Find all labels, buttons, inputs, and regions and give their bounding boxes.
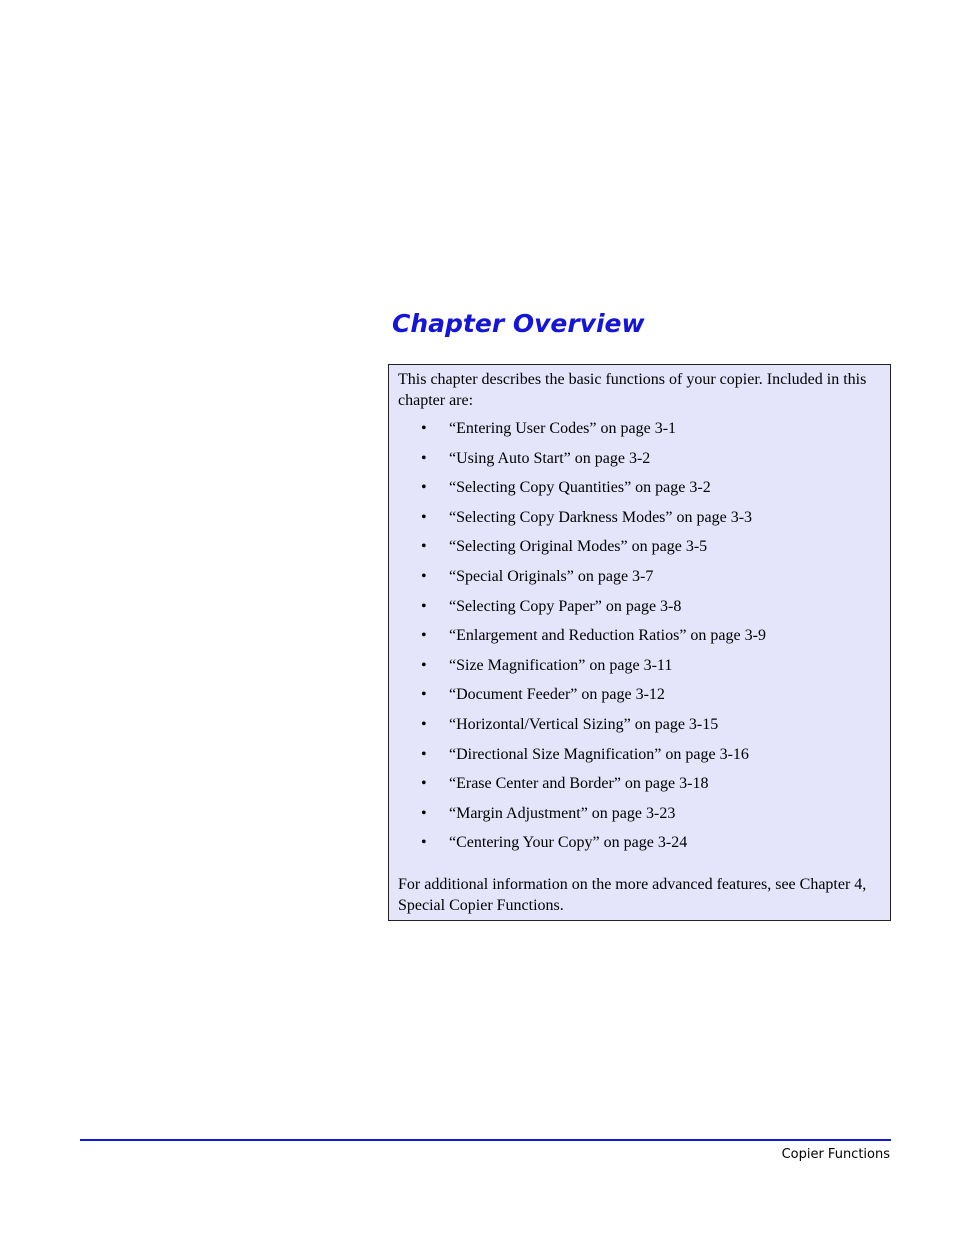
topic-link[interactable]: “Centering Your Copy” on page 3-24 (449, 834, 688, 852)
bullet-icon: • (421, 567, 427, 585)
topic-link[interactable]: “Document Feeder” on page 3-12 (449, 686, 665, 704)
topic-link[interactable]: “Enlargement and Reduction Ratios” on page 3-9 (449, 627, 766, 645)
chapter-overview-box (388, 364, 891, 921)
bullet-icon: • (421, 686, 427, 704)
chapter-heading: Chapter Overview (392, 309, 645, 338)
topic-link[interactable]: “Selecting Copy Paper” on page 3-8 (449, 597, 682, 615)
bullet-icon: • (421, 715, 427, 733)
topic-link[interactable]: “Erase Center and Border” on page 3-18 (449, 775, 709, 793)
topic-link[interactable]: “Entering User Codes” on page 3-1 (449, 420, 677, 437)
topic-link[interactable]: “Selecting Copy Darkness Modes” on page 3-3 (449, 508, 753, 526)
footer-divider (80, 1139, 891, 1141)
bullet-icon: • (421, 804, 427, 822)
overview-intro: This chapter describes the basic functions of your copier. Included in this chapter are: (398, 371, 867, 409)
bullet-icon: • (421, 597, 427, 615)
bullet-icon: • (421, 479, 427, 497)
topic-link[interactable]: “Margin Adjustment” on page 3-23 (449, 804, 676, 822)
topic-link[interactable]: “Special Originals” on page 3-7 (449, 567, 654, 585)
bullet-icon: • (421, 508, 427, 526)
bullet-icon: • (421, 449, 427, 467)
topic-link[interactable]: “Horizontal/Vertical Sizing” on page 3-15 (449, 715, 719, 733)
topic-link[interactable]: “Selecting Copy Quantities” on page 3-2 (449, 479, 711, 497)
bullet-icon: • (421, 538, 427, 556)
bullet-icon: • (421, 420, 427, 437)
topic-link[interactable]: “Size Magnification” on page 3-11 (449, 656, 673, 674)
bullet-icon: • (421, 656, 427, 674)
bullet-icon: • (421, 775, 427, 793)
bullet-icon: • (421, 834, 427, 852)
bullet-icon: • (421, 745, 427, 763)
bullet-icon: • (421, 627, 427, 645)
topic-link[interactable]: “Selecting Original Modes” on page 3-5 (449, 538, 708, 556)
overview-outro: For additional information on the more advanced features, see Chapter 4, Special Copier Functions. (398, 876, 867, 914)
topic-link[interactable]: “Directional Size Magnification” on page 3-16 (449, 745, 749, 763)
footer-section-title: Copier Functions (781, 1147, 890, 1162)
topic-link[interactable]: “Using Auto Start” on page 3-2 (449, 449, 651, 467)
